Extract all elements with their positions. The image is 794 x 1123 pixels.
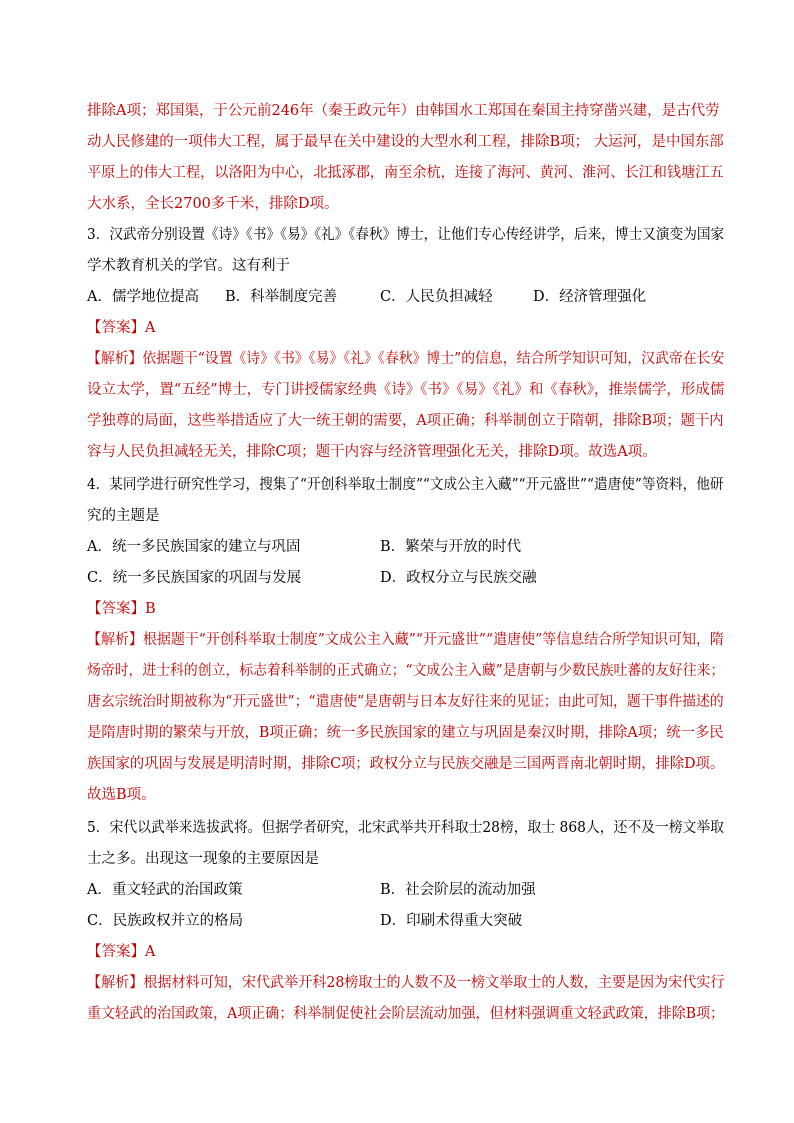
answer-tag: 【答案】: [87, 601, 145, 617]
q5-answer: [87, 942, 155, 962]
analysis-tag: 【解析】: [87, 632, 143, 648]
q5-analysis-line: 重文轻武的治国政策，A项正确；科举制促使社会阶层流动加强，但材料强调重文轻武政策，排除B项；: [87, 1006, 725, 1022]
q3-analysis-line: 容与人民负担减轻无关，排除C项；题干内容与经济管理强化无关，排除D项。故选A项。: [87, 444, 657, 460]
prev-explanation-line: 动人民修建的一项伟大工程，属于最早在关中建设的大型水利工程，排除B项； 大运河，是中国东部: [87, 134, 724, 150]
q5-option-d: D．印刷术得重大突破: [380, 913, 523, 929]
q4-analysis-line: [87, 630, 724, 650]
q3-option-c: C．人民负担减轻: [380, 289, 493, 305]
analysis-tag: 【解析】: [87, 351, 143, 367]
analysis-text: 根据题干“开创科举取士制度”文成公主入藏”“开元盛世”“遣唐使”等信息结合所学知识可知，隋: [142, 632, 724, 648]
q4-analysis-line: 是隋唐时期的繁荣与开放，B项正确；统一多民族国家的建立与巩固是秦汉时期，排除A项；统一多民: [87, 725, 724, 741]
q5-stem-line: 5．宋代以武举来选拔武将。但据学者研究，北宋武举共开科取士28榜，取士 868人，还不及一榜文举取: [87, 820, 724, 836]
answer-tag: 【答案】: [87, 944, 145, 960]
answer-tag: 【答案】: [87, 320, 145, 336]
answer-value: A: [145, 944, 156, 960]
answer-value: A: [145, 320, 156, 336]
q5-option-c: C．民族政权并立的格局: [87, 913, 244, 929]
prev-explanation-line: 平原上的伟大工程，以洛阳为中心，北抵涿郡，南至余杭，连接了海河、黄河、淮河、长江和钱塘江五: [87, 165, 724, 181]
q3-answer: [87, 318, 155, 338]
q3-option-a: A．儒学地位提高: [87, 289, 199, 305]
q5-stem-line: 士之多。出现这一现象的主要原因是: [87, 851, 319, 867]
q3-stem-line: 学术教育机关的学官。这有利于: [87, 258, 290, 274]
q4-option-c: C．统一多民族国家的巩固与发展: [87, 570, 302, 586]
analysis-text: 根据材料可知，宋代武举开科28榜取士的人数不及一榜文举取士的人数，主要是因为宋代实行: [143, 975, 725, 991]
q4-option-a: A．统一多民族国家的建立与巩固: [87, 539, 301, 555]
analysis-text: 依据题干“设置《诗》《书》《易》《礼》《春秋》博士”的信息，结合所学知识可知，汉武帝在长安: [142, 351, 725, 367]
q4-analysis-line: 炀帝时，进士科的创立，标志着科举制的正式确立；“文成公主入藏”是唐朝与少数民族吐蕃的友好往来；: [87, 663, 725, 679]
q4-stem-line: 究的主题是: [87, 508, 160, 524]
q4-stem-line: 4．某同学进行研究性学习，搜集了“开创科举取士制度”“文成公主入藏”“开元盛世”“遣唐使”等资料，他研: [87, 477, 724, 493]
q3-analysis-line: 学独尊的局面，这些举措适应了大一统王朝的需要，A项正确；科举制创立于隋朝，排除B项；题干内: [87, 413, 724, 429]
q5-option-a: A．重文轻武的治国政策: [87, 882, 243, 898]
answer-value: B: [145, 601, 156, 617]
prev-explanation-line: 排除A项；郑国渠，于公元前246年（秦王政元年）由韩国水工郑国在秦国主持穿凿兴建，是古代劳: [87, 103, 720, 119]
q5-option-b: B．社会阶层的流动加强: [380, 882, 536, 898]
q3-option-b: B．科举制度完善: [225, 289, 338, 305]
q4-option-d: D．政权分立与民族交融: [380, 570, 537, 586]
q3-analysis-line: 设立太学，置“五经”博士，专门讲授儒家经典《诗》《书》《易》《礼》和《春秋》，推崇儒学，形成儒: [87, 382, 725, 398]
q3-option-d: D．经济管理强化: [533, 289, 647, 305]
q4-analysis-line: 族国家的巩固与发展是明清时期，排除C项；政权分立与民族交融是三国两晋南北朝时期，排除D项。: [87, 756, 725, 772]
q4-analysis-line: 故选B项。: [87, 787, 156, 803]
analysis-tag: 【解析】: [87, 975, 144, 991]
q4-answer: [87, 599, 156, 619]
q4-analysis-line: 唐玄宗统治时期被称为“开元盛世”；“遣唐使”是唐朝与日本友好往来的见证；由此可知，题干事件描述的: [87, 694, 724, 710]
q5-analysis-line: [87, 973, 724, 993]
prev-explanation-line: 大水系，全长2700多千米，排除D项。: [87, 196, 339, 212]
q3-analysis-line: [87, 349, 724, 369]
q3-stem-line: 3．汉武帝分别设置《诗》《书》《易》《礼》《春秋》博士，让他们专心传经讲学，后来，博士又演变为国家: [87, 227, 725, 243]
q4-option-b: B．繁荣与开放的时代: [380, 539, 522, 555]
